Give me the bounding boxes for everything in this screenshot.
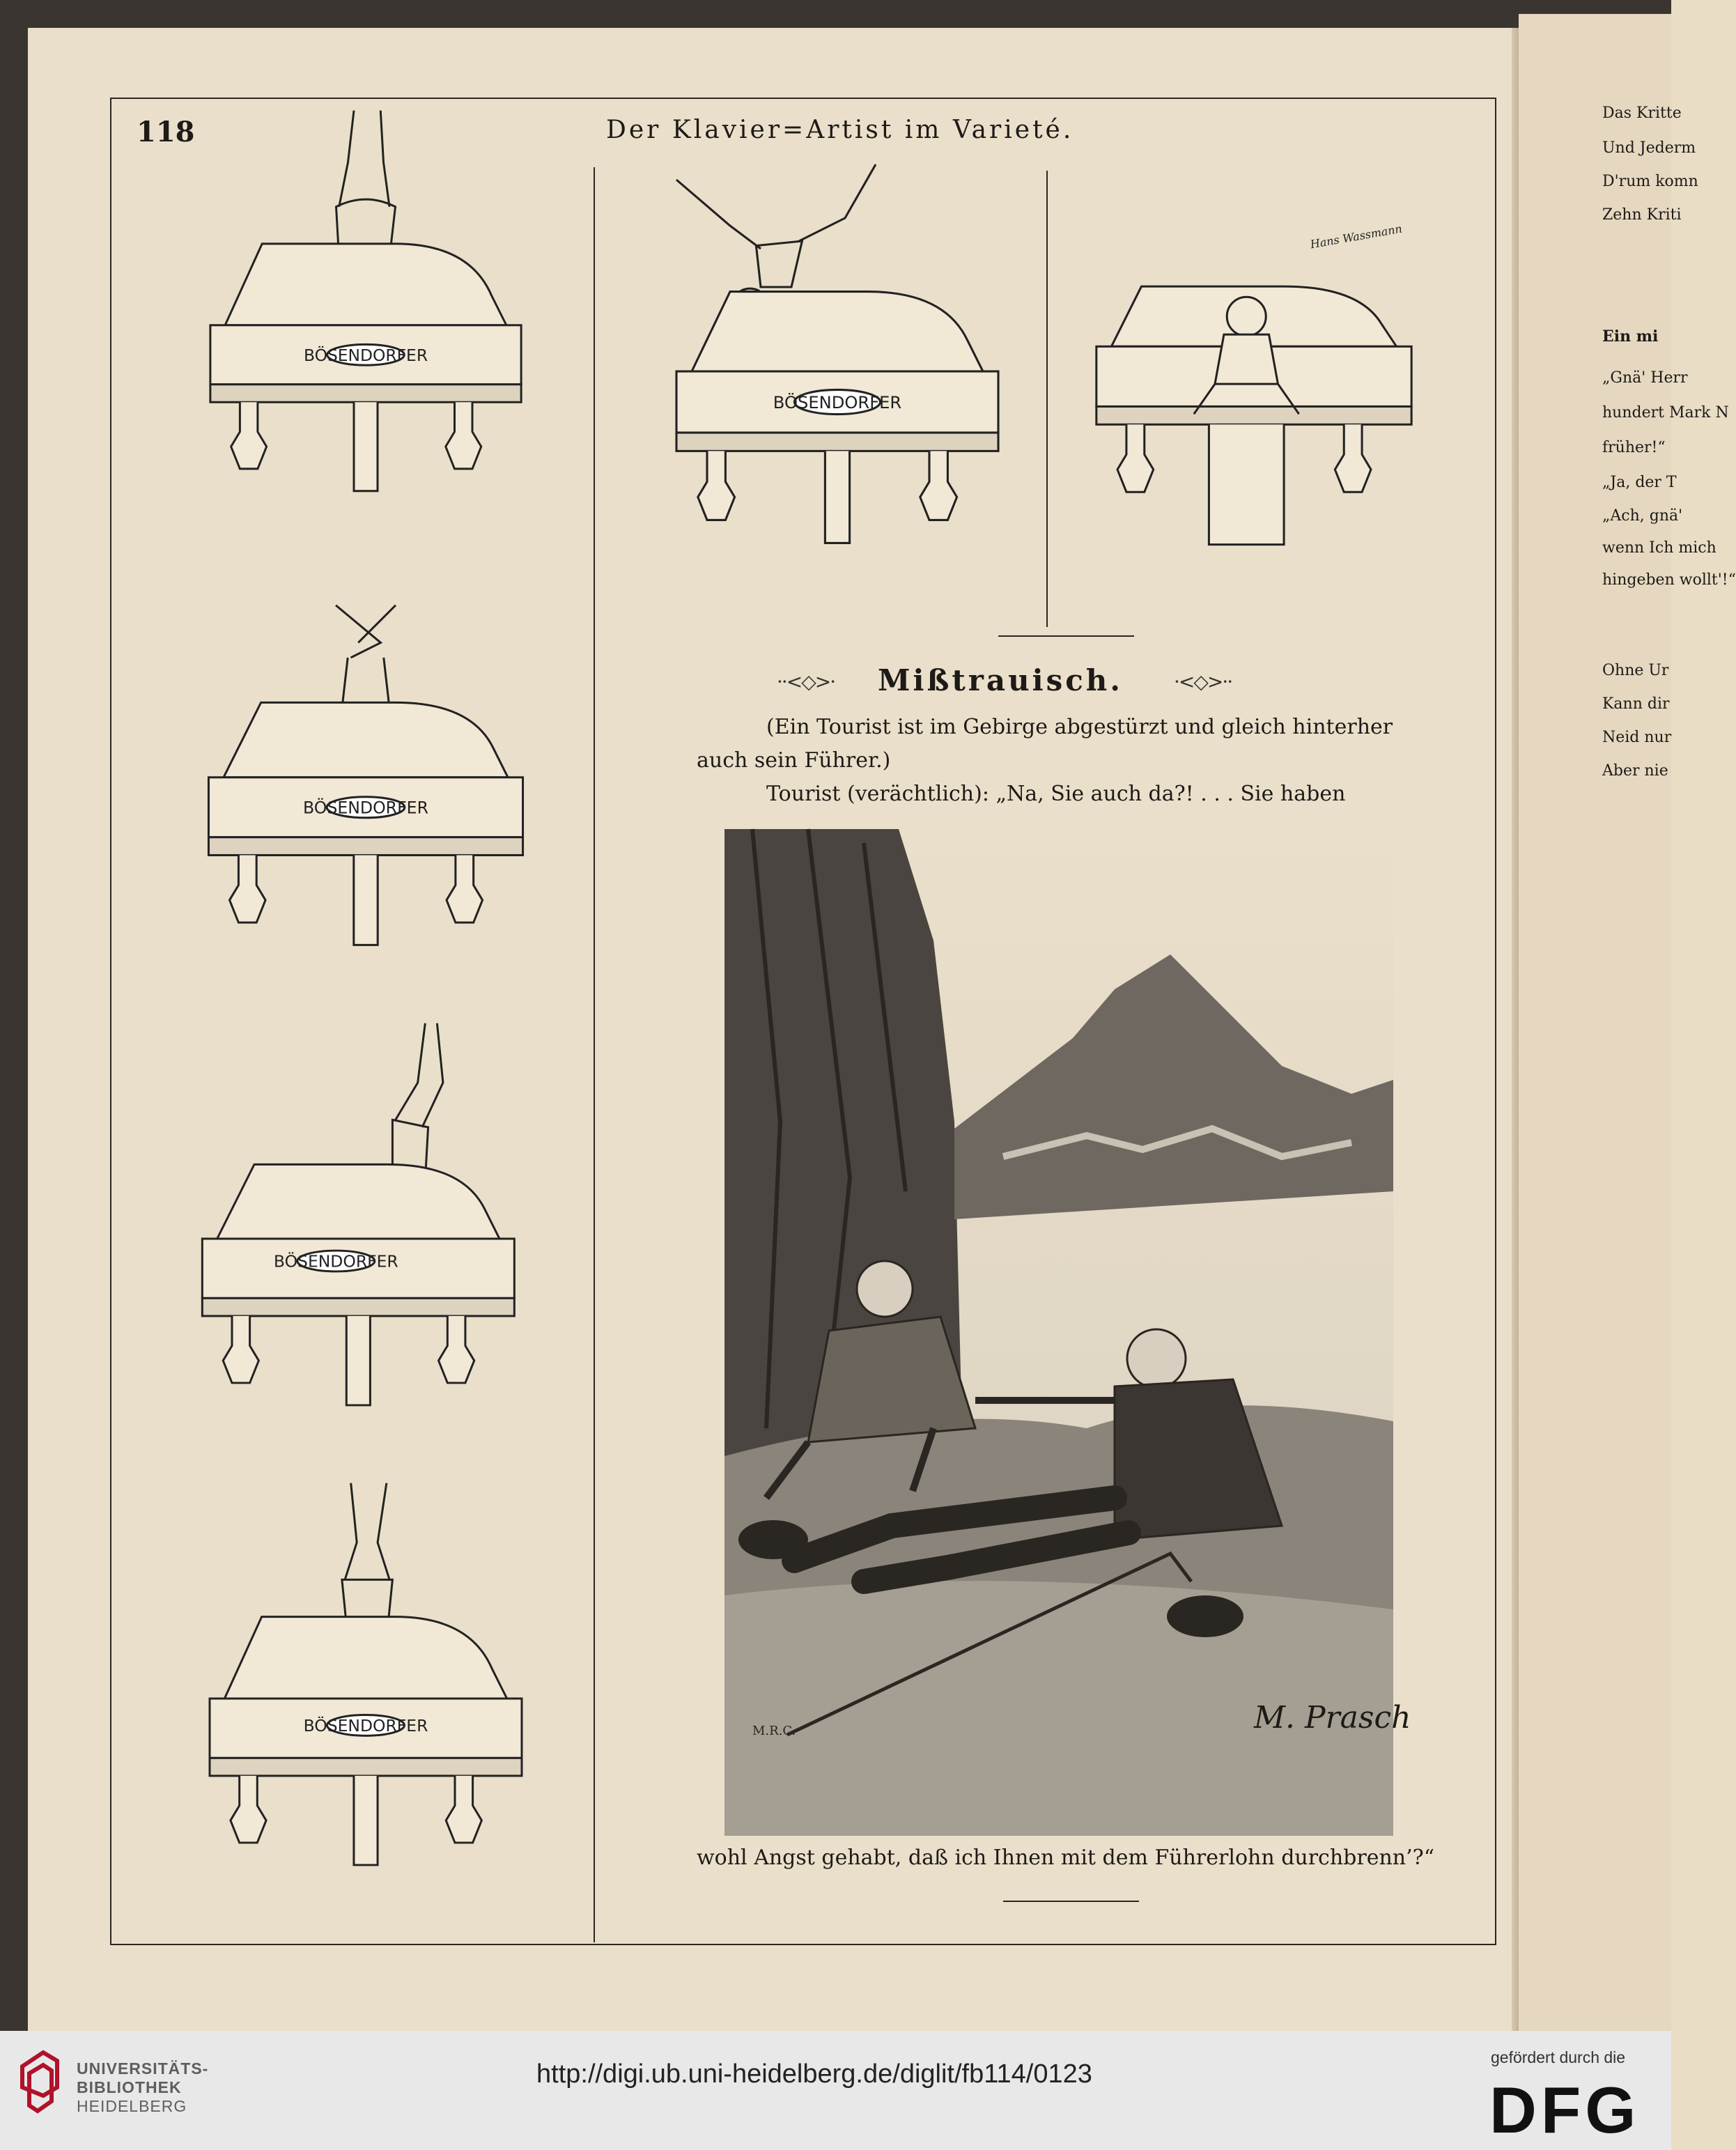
piano-acrobat-figure bbox=[613, 157, 1031, 617]
library-name-line: UNIVERSITÄTS- bbox=[77, 2059, 209, 2078]
next-page-line: Das Kritte bbox=[1602, 105, 1682, 122]
piano-drawing bbox=[613, 157, 1031, 617]
library-name-line: HEIDELBERG bbox=[77, 2097, 187, 2115]
next-page-line: hundert Mark N bbox=[1602, 404, 1729, 422]
next-page-line: Neid nur bbox=[1602, 729, 1672, 746]
next-page-line: „Ja, der T bbox=[1602, 474, 1677, 491]
title-ornament-left: ··<◇>· bbox=[777, 670, 835, 693]
piano-drawing bbox=[1059, 226, 1449, 617]
next-page-line: hingeben wollt'!“ bbox=[1602, 571, 1736, 589]
grand-piano bbox=[210, 244, 521, 491]
piano-acrobat-figure bbox=[171, 1016, 561, 1462]
next-page-line: Ein mi bbox=[1602, 327, 1659, 346]
next-page-edge bbox=[1519, 14, 1671, 2031]
permalink-url[interactable]: http://digi.ub.uni-heidelberg.de/diglit/fb114/0123 bbox=[536, 2059, 1092, 2089]
next-page-line: „Gnä' Herr bbox=[1602, 369, 1688, 387]
piano-drawing bbox=[171, 598, 561, 1002]
piano-acrobat-figure bbox=[1059, 226, 1449, 617]
illustration-signature: M. Prasch bbox=[1254, 1700, 1411, 1735]
intro-line: auch sein Führer.) bbox=[697, 748, 891, 773]
grand-piano bbox=[676, 292, 998, 543]
next-page-line: Zehn Kriti bbox=[1602, 206, 1682, 224]
piano-acrobat-figure bbox=[171, 103, 561, 577]
piano-brand-label: BÖSENDORFER bbox=[303, 345, 428, 365]
funded-by-text: gefördert durch die bbox=[1491, 2048, 1626, 2066]
piano-brand-label: BÖSENDORFER bbox=[273, 1251, 398, 1271]
fallen-tourists-illustration bbox=[724, 829, 1411, 1836]
page-number: 118 bbox=[137, 116, 195, 148]
footer-bar bbox=[0, 2031, 1671, 2150]
column-rule bbox=[594, 167, 595, 1942]
piano-brand-label: BÖSENDORFER bbox=[303, 1715, 428, 1735]
piano-acrobat-figure bbox=[171, 1476, 561, 1921]
figure-divider bbox=[1046, 171, 1048, 627]
piano-drawing bbox=[171, 1476, 561, 1921]
next-page-line: wenn Ich mich bbox=[1602, 539, 1716, 557]
next-page-line: Und Jederm bbox=[1602, 139, 1696, 157]
running-head: Der Klavier=Artist im Varieté. bbox=[606, 116, 1074, 144]
intro-line: (Ein Tourist ist im Gebirge abgestürzt und gleich hinterher bbox=[766, 715, 1393, 739]
piano-drawing bbox=[171, 103, 561, 577]
ub-heidelberg-logo-icon bbox=[15, 2045, 64, 2129]
piano-brand-label: BÖSENDORFER bbox=[773, 392, 902, 412]
title-ornament-right: ·<◇>·· bbox=[1174, 670, 1232, 693]
article-title: Mißtrauisch. bbox=[878, 663, 1123, 697]
illustration-drawing bbox=[724, 829, 1411, 1836]
next-page-line: Kann dir bbox=[1602, 695, 1670, 713]
next-page-line: Aber nie bbox=[1602, 762, 1668, 780]
grand-piano bbox=[210, 1617, 522, 1865]
next-page-line: „Ach, gnä' bbox=[1602, 507, 1683, 525]
next-page-line: Ohne Ur bbox=[1602, 662, 1669, 679]
next-page-line: D'rum komn bbox=[1602, 173, 1698, 190]
dfg-logo: DFG bbox=[1489, 2073, 1641, 2147]
next-page-line: früher!“ bbox=[1602, 439, 1666, 456]
grand-piano bbox=[208, 702, 522, 945]
artist-signature-small: Hans Wassmann bbox=[1309, 222, 1404, 252]
grand-piano bbox=[202, 1164, 514, 1405]
speech-line: wohl Angst gehabt, daß ich Ihnen mit dem Führerlohn durchbrenn’?“ bbox=[697, 1846, 1435, 1870]
section-rule bbox=[998, 635, 1134, 637]
end-rule bbox=[1003, 1901, 1139, 1902]
piano-brand-label: BÖSENDORFER bbox=[303, 798, 428, 818]
illustration-monogram: M.R.C. bbox=[752, 1724, 796, 1738]
library-name-line: BIBLIOTHEK bbox=[77, 2078, 182, 2096]
piano-drawing bbox=[171, 1016, 561, 1462]
speech-line: Tourist (verächtlich): „Na, Sie auch da?! . . . Sie haben bbox=[766, 782, 1346, 806]
piano-acrobat-figure bbox=[171, 598, 561, 1002]
